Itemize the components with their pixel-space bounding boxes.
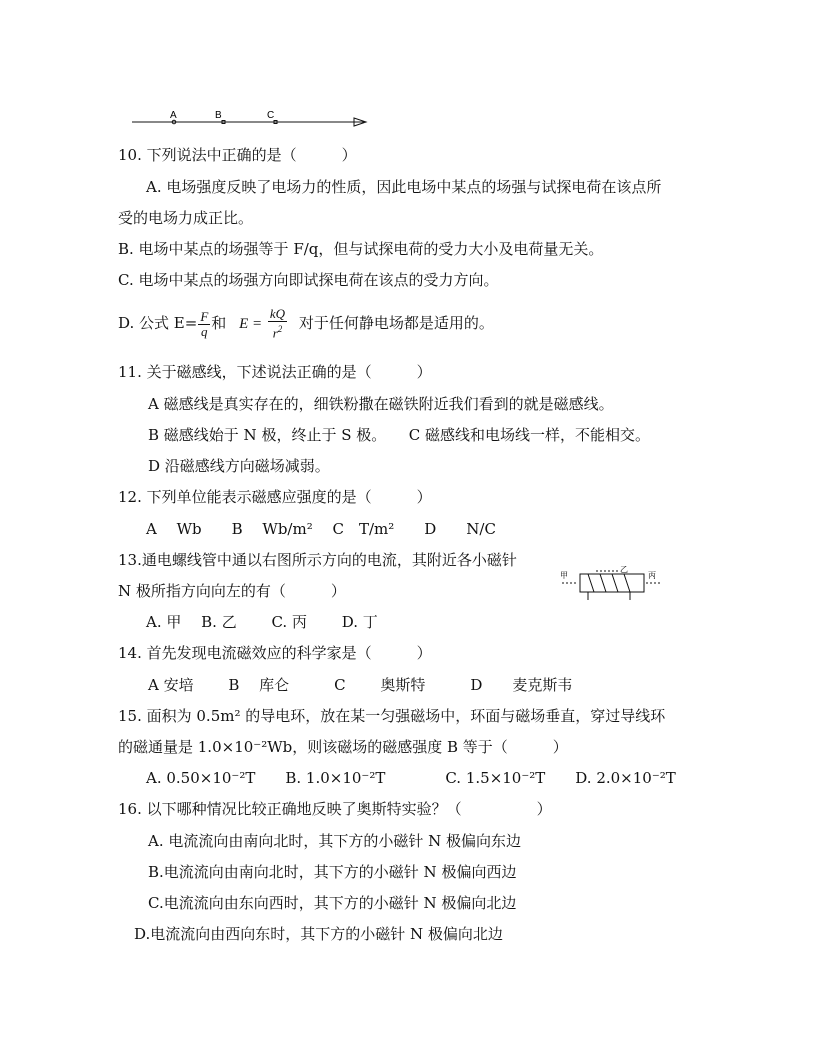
point-label-b: B (215, 110, 222, 121)
point-label-c: C (267, 110, 275, 121)
q14-options: A 安培 B 库仑 C 奥斯特 D 麦克斯韦 (148, 676, 573, 694)
q12-options: A Wb B Wb/m² C T/m² D N/C (146, 520, 496, 538)
needle-label-bing: 丙 (648, 571, 656, 580)
q10-option-d (118, 305, 494, 342)
q11-option-bc: B 磁感线始于 N 极，终止于 S 极。 C 磁感线和电场线一样，不能相交。 (148, 426, 651, 444)
fraction-kq-over-r2: $\frac{kQ}{r^2}$ (269, 306, 286, 341)
q12-stem: 12. 下列单位能表示磁感应强度的是（ ） (118, 488, 432, 506)
solenoid-figure (558, 566, 663, 606)
q15-options: A. 0.50×10⁻²T B. 1.0×10⁻²T C. 1.5×10⁻²T D. 2.0×10⁻²T (146, 769, 676, 787)
q16-stem: 16. 以下哪种情况比较正确地反映了奥斯特实验？（ ） (118, 800, 552, 818)
q15-stem-line2: 的磁通量是 1.0×10⁻²Wb，则该磁场的磁感强度 B 等于（ ） (118, 738, 568, 756)
fraction-f-over-q: $\frac{F}{q}$ (200, 308, 209, 339)
q10-d-suffix: 对于任何静电场都是适用的。 (298, 314, 494, 332)
q11-option-a: A 磁感线是真实存在的，细铁粉撒在磁铁附近我们看到的就是磁感线。 (148, 395, 614, 413)
point-label-a: A (170, 110, 177, 121)
q10-stem: 10. 下列说法中正确的是（ ） (118, 146, 357, 164)
q11-option-d: D 沿磁感线方向磁场减弱。 (148, 457, 330, 475)
needle-label-jia: 甲 (560, 571, 568, 580)
q16-option-a: A. 电流流向由南向北时，其下方的小磁针 N 极偏向东边 (148, 832, 522, 850)
q10-option-c: C. 电场中某点的场强方向即试探电荷在该点的受力方向。 (118, 271, 499, 289)
q10-d-mid: 和 (211, 314, 227, 332)
q13-stem-line1: 13.通电螺线管中通以右图所示方向的电流，其附近各小磁针 (118, 551, 517, 569)
q16-option-c: C.电流流向由东向西时，其下方的小磁针 N 极偏向北边 (148, 894, 517, 912)
q10-option-a-line2: 受的电场力成正比。 (118, 209, 254, 227)
q10-d-prefix: D. 公式 E= (118, 314, 198, 332)
q11-stem: 11. 关于磁感线，下述说法正确的是（ ） (118, 363, 432, 381)
q13-options: A. 甲 B. 乙 C. 丙 D. 丁 (146, 613, 378, 631)
q10-option-a-line1: A. 电场强度反映了电场力的性质，因此电场中某点的场强与试探电荷在该点所 (146, 178, 662, 196)
needle-label-yi: 乙 (620, 566, 628, 574)
q13-stem-line2: N 极所指方向向左的有（ ） (118, 582, 346, 600)
q15-stem-line1: 15. 面积为 0.5m² 的导电环，放在某一匀强磁场中，环面与磁场垂直，穿过导线环 (118, 707, 666, 725)
q16-option-d: D.电流流向由西向东时，其下方的小磁针 N 极偏向北边 (134, 925, 503, 943)
axis-figure (128, 106, 373, 128)
q10-option-b: B. 电场中某点的场强等于 F/q，但与试探电荷的受力大小及电荷量无关。 (118, 240, 604, 258)
q14-stem: 14. 首先发现电流磁效应的科学家是（ ） (118, 644, 432, 662)
formula-e: E = (239, 316, 263, 332)
q16-option-b: B.电流流向由南向北时，其下方的小磁针 N 极偏向西边 (148, 863, 517, 881)
